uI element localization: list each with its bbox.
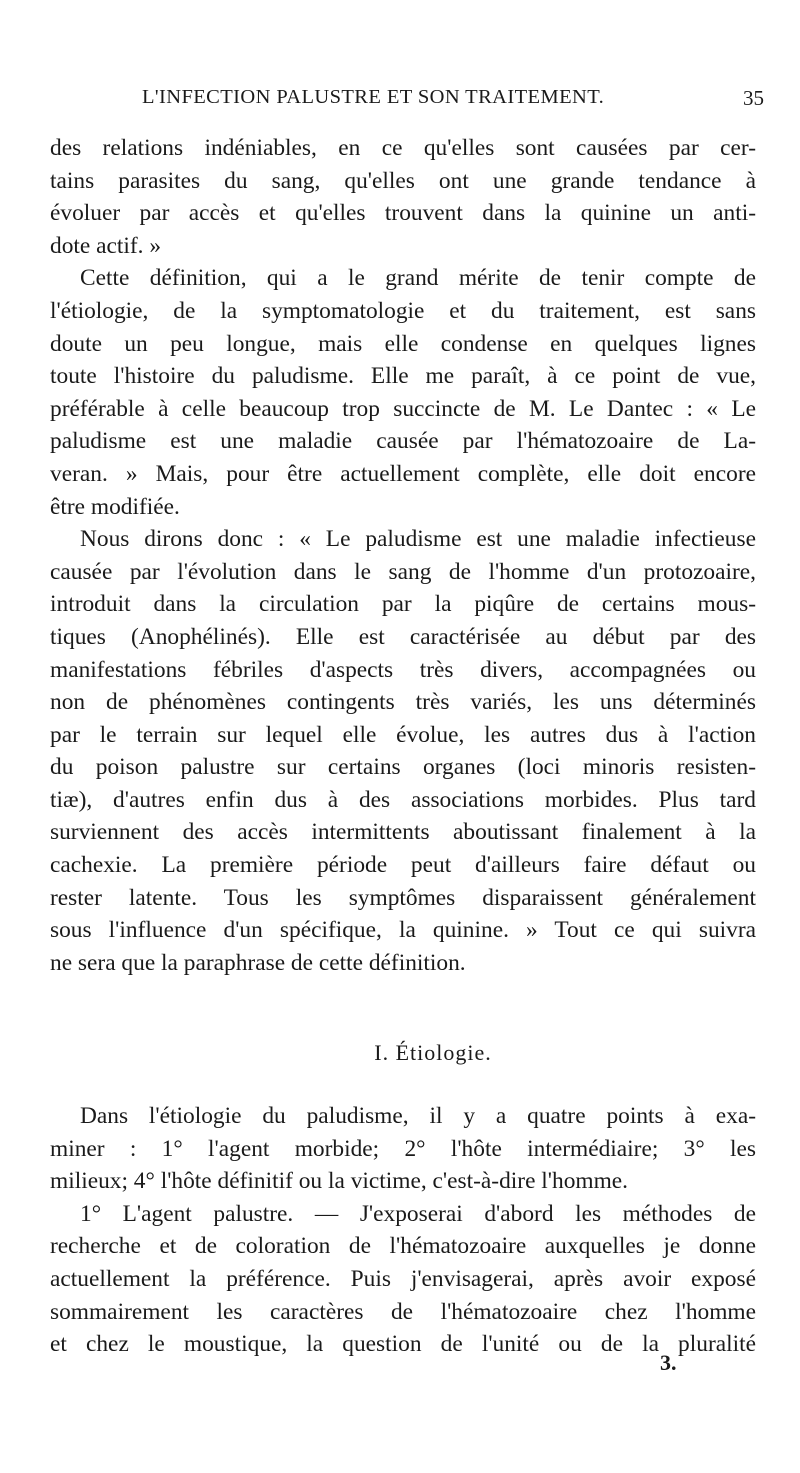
page-number: 35 (743, 86, 764, 110)
text-line: préférable à celle beaucoup trop succincte de M. Le Dantec : « Le (50, 395, 756, 422)
text-line: tains parasites du sang, qu'elles ont une grande tendance à (50, 167, 756, 194)
text-line: actuellement la préférence. Puis j'envisagerai, après avoir exposé (50, 1266, 756, 1292)
text-line: du poison palustre sur certains organes (loci minoris resisten- (50, 754, 756, 781)
text-line: tiæ), d'autres enfin dus à des associations morbides. Plus tard (50, 786, 756, 813)
text-line: dote actif. » (50, 232, 162, 259)
text-line: tiques (Anophélinés). Elle est caractérisée au début par des (50, 623, 756, 650)
text-line: introduit dans la circulation par la piqûre de certains mous- (50, 591, 756, 618)
running-title: L'INFECTION PALUSTRE ET SON TRAITEMENT. (142, 86, 605, 108)
sheet-signature: 3. (660, 1350, 677, 1375)
text-line: par le terrain sur lequel elle évolue, les autres dus à l'action (50, 721, 756, 748)
text-line: sommairement les caractères de l'hématozoaire chez l'homme (50, 1298, 756, 1325)
running-head (50, 86, 770, 116)
text-line: 1° L'agent palustre. — J'exposerai d'abord les méthodes de (80, 1200, 756, 1227)
section-heading: I. Étiologie. (374, 1040, 492, 1066)
text-line: miner : 1° l'agent morbide; 2° l'hôte intermédiaire; 3° les (50, 1135, 756, 1162)
body-text (50, 132, 756, 1361)
text-line: surviennent des accès intermittents aboutissant finalement à la (50, 819, 756, 846)
text-line: paludisme est une maladie causée par l'hématozoaire de La- (50, 428, 756, 455)
text-line: doute un peu longue, mais elle condense en quelques lignes (50, 330, 756, 357)
text-line: milieux; 4° l'hôte définitif ou la victime, c'est-à-dire l'homme. (50, 1168, 629, 1195)
text-line: non de phénomènes contingents très variés, les uns déterminés (50, 689, 756, 716)
text-line: recherche et de coloration de l'hématozoaire auxquelles je donne (50, 1233, 756, 1260)
section-spacer (50, 979, 756, 1037)
heading-spacer (50, 1070, 756, 1100)
paragraph-continuation (50, 132, 756, 262)
text-line: veran. » Mais, pour être actuellement complète, elle doit encore (50, 460, 756, 487)
text-line: manifestations fébriles d'aspects très divers, accompagnées ou (50, 656, 756, 683)
text-line: des relations indéniables, en ce qu'elles sont causées par cer- (50, 135, 756, 161)
text-line: cachexie. La première période peut d'ailleurs faire défaut ou (50, 852, 756, 879)
paragraph-agent-palustre (50, 1198, 756, 1361)
text-line: Nous dirons donc : « Le paludisme est une maladie infectieuse (80, 526, 756, 553)
paragraph-etiology-intro (50, 1100, 756, 1198)
text-line: l'étiologie, de la symptomatologie et du traitement, est sans (50, 297, 756, 324)
text-line: et chez le moustique, la question de l'unité ou de la pluralité (50, 1331, 756, 1358)
text-line: toute l'histoire du paludisme. Elle me paraît, à ce point de vue, (50, 363, 756, 390)
paragraph-new-definition (50, 523, 756, 979)
text-line: causée par l'évolution dans le sang de l'homme d'un protozoaire, (50, 558, 756, 585)
paragraph-definition-comment (50, 262, 756, 523)
text-line: évoluer par accès et qu'elles trouvent dans la quinine un anti- (50, 200, 756, 227)
text-line: Cette définition, qui a le grand mérite de tenir compte de (80, 265, 756, 292)
text-line: ne sera que la paraphrase de cette définition. (50, 949, 466, 976)
text-line: rester latente. Tous les symptômes disparaissent généralement (50, 884, 756, 911)
text-line: Dans l'étiologie du paludisme, il y a quatre points à exa- (80, 1103, 756, 1130)
text-line: sous l'influence d'un spécifique, la quinine. » Tout ce qui suivra (50, 917, 756, 944)
text-line: être modifiée. (50, 493, 180, 520)
